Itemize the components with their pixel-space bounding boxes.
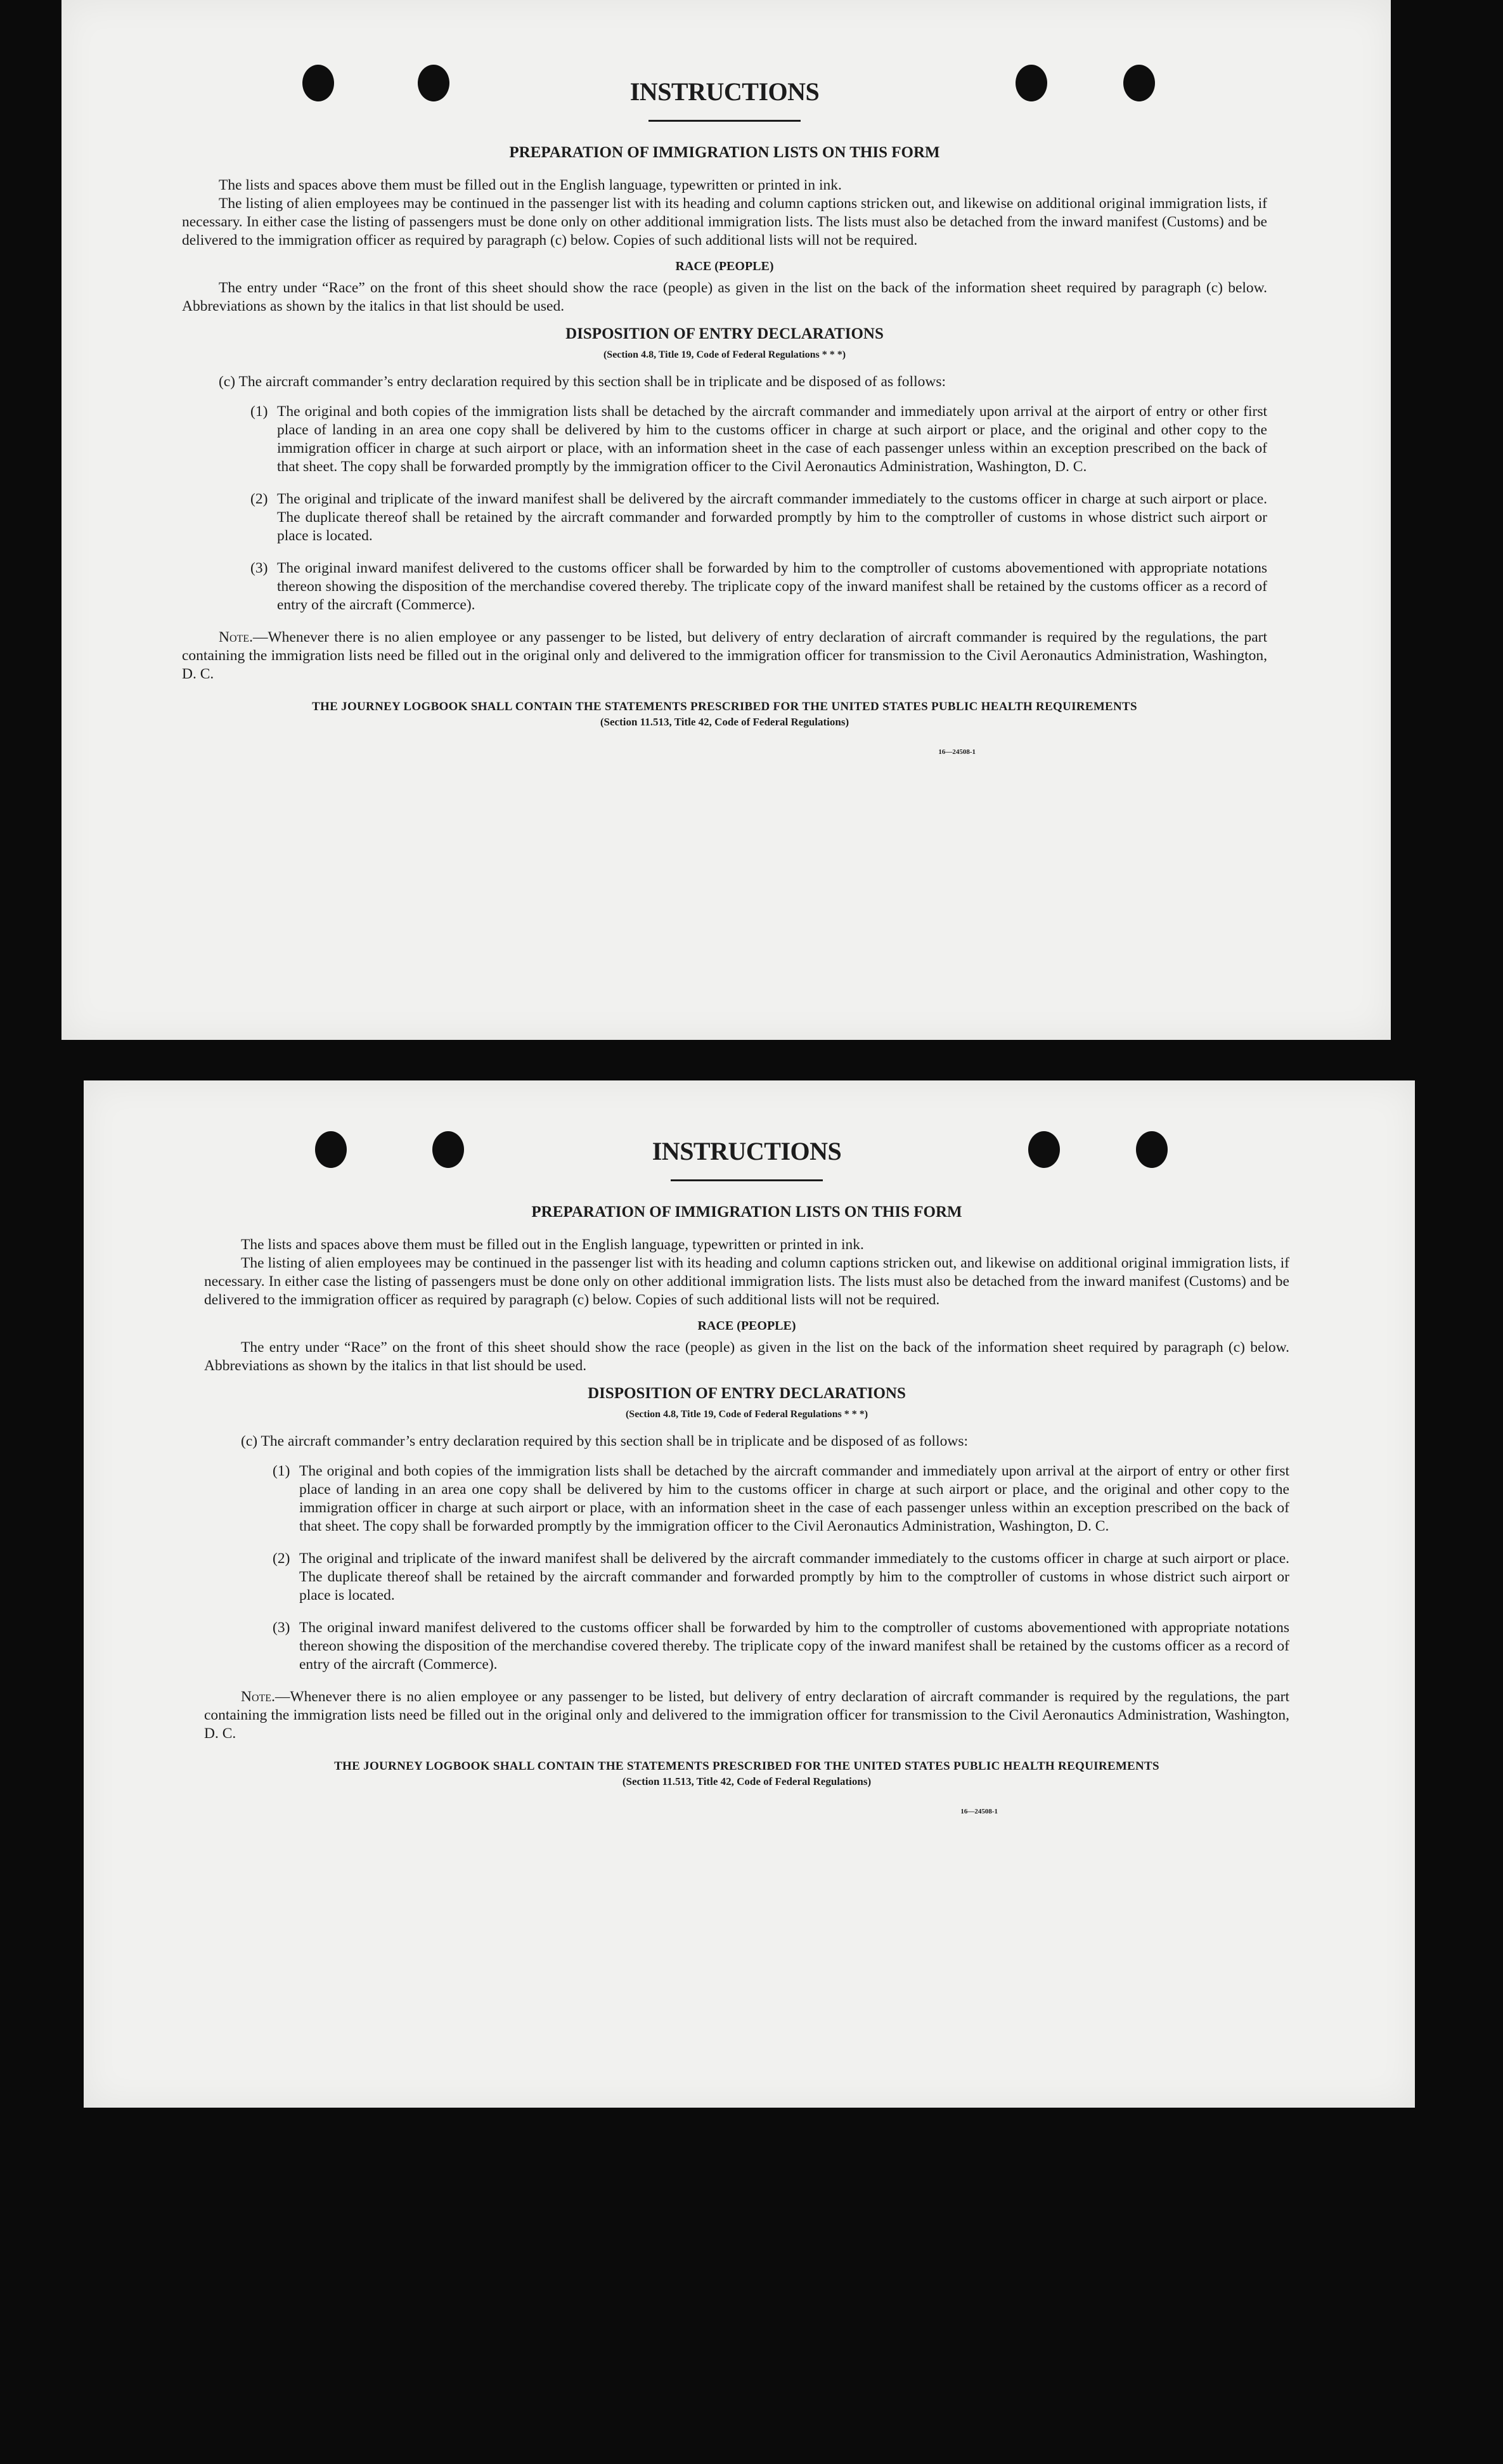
footer-citation: (Section 11.513, Title 42, Code of Federal Regulations) xyxy=(600,716,849,728)
item-number: (3) xyxy=(250,560,268,576)
footer-health-requirements: THE JOURNEY LOGBOOK SHALL CONTAIN THE STATEMENTS PRESCRIBED FOR THE UNITED STATES PUBLIC HEALTH REQUIREMENTS xyxy=(312,700,1137,713)
footer-health-requirements: THE JOURNEY LOGBOOK SHALL CONTAIN THE STATEMENTS PRESCRIBED FOR THE UNITED STATES PUBLIC HEALTH REQUIREMENTS xyxy=(334,1760,1159,1773)
item-number: (2) xyxy=(273,1550,290,1567)
heading-preparation: PREPARATION OF IMMIGRATION LISTS ON THIS FORM xyxy=(531,1203,962,1221)
form-code: 16—24508-1 xyxy=(938,748,976,756)
paragraph-c: (c) The aircraft commander’s entry declaration required by this section shall be in triplicate and be disposed of as follows: xyxy=(219,373,946,390)
heading-race: RACE (PEOPLE) xyxy=(675,259,774,273)
item-text: The original inward manifest delivered to the customs officer shall be forwarded by him to the comptroller of customs abovementioned with appropriate notations thereon showing the disposition of the merchandise covered thereby. The triplicate copy of the inward manifest shall be retained by the customs officer as a record of entry of the aircraft (Commerce). xyxy=(277,560,1267,613)
note-paragraph xyxy=(182,628,1267,684)
note-text: —Whenever there is no alien employee or any passenger to be listed, but delivery of entry declaration of aircraft commander is required by the regulations, the part containing the immigration lists need be filled out in the original only and delivered to the immigration officer for transmission to the Civil Aeronautics Administration, Washington, D. C. xyxy=(182,629,1267,682)
paragraph-lists: The lists and spaces above them must be filled out in the English language, typewritten or printed in ink. xyxy=(219,177,842,193)
page-title: INSTRUCTIONS xyxy=(652,1137,842,1165)
item-text: The original and both copies of the immigration lists shall be detached by the aircraft commander and immediately upon arrival at the airport of entry or other first place of landing in an area one copy shall be delivered by him to the customs officer in charge at such airport or place, and the original and other copy to the immigration officer in charge at such airport or place, with an information sheet in the case of each passenger unless within an exception prescribed on the back of that sheet. The copy shall be forwarded promptly by the immigration officer to the Civil Aeronautics Administration, Washington, D. C. xyxy=(299,1463,1289,1534)
form-code: 16—24508-1 xyxy=(960,1808,998,1815)
item-text: The original and both copies of the immigration lists shall be detached by the aircraft commander and immediately upon arrival at the airport of entry or other first place of landing in an area one copy shall be delivered by him to the customs officer in charge at such airport or place, and the original and other copy to the immigration officer in charge at such airport or place, with an information sheet in the case of each passenger unless within an exception prescribed on the back of that sheet. The copy shall be forwarded promptly by the immigration officer to the Civil Aeronautics Administration, Washington, D. C. xyxy=(277,403,1267,475)
heading-disposition: DISPOSITION OF ENTRY DECLARATIONS xyxy=(588,1385,906,1402)
heading-race: RACE (PEOPLE) xyxy=(697,1319,796,1333)
paragraph-race: The entry under “Race” on the front of this sheet should show the race (people) as given in the list on the back of the information sheet required by paragraph (c) below. Abbreviations as shown by the italics in that list should be used. xyxy=(204,1339,1289,1374)
note-label: Note. xyxy=(241,1689,275,1705)
list-item xyxy=(273,1462,1289,1536)
item-number: (3) xyxy=(273,1619,290,1636)
paragraph-race: The entry under “Race” on the front of this sheet should show the race (people) as given in the list on the back of the information sheet required by paragraph (c) below. Abbreviations as shown by the italics in that list should be used. xyxy=(182,280,1267,314)
citation-disposition: (Section 4.8, Title 19, Code of Federal Regulations * * *) xyxy=(603,349,846,360)
item-number: (2) xyxy=(250,491,268,507)
citation-disposition: (Section 4.8, Title 19, Code of Federal Regulations * * *) xyxy=(625,1409,868,1420)
item-text: The original and triplicate of the inward manifest shall be delivered by the aircraft commander immediately to the customs officer in charge at such airport or place. The duplicate thereof shall be retained by the aircraft commander and forwarded promptly by him to the comptroller of customs in whose district such airport or place is located. xyxy=(277,491,1267,544)
note-label: Note. xyxy=(219,629,253,645)
list-item xyxy=(250,559,1267,614)
note-text: —Whenever there is no alien employee or any passenger to be listed, but delivery of entry declaration of aircraft commander is required by the regulations, the part containing the immigration lists need be filled out in the original only and delivered to the immigration officer for transmission to the Civil Aeronautics Administration, Washington, D. C. xyxy=(204,1689,1289,1742)
heading-disposition: DISPOSITION OF ENTRY DECLARATIONS xyxy=(565,325,884,342)
instruction-sheet-top xyxy=(61,0,1391,1040)
paragraph-alien-employees: The listing of alien employees may be continued in the passenger list with its heading and column captions stricken out, and likewise on additional original immigration lists, if necessary. In either case the listing of passengers must be done only on other additional immigration lists. The lists must also be detached from the inward manifest (Customs) and be delivered to the immigration officer as required by paragraph (c) below. Copies of such additional lists will not be required. xyxy=(204,1255,1289,1308)
list-item xyxy=(250,490,1267,545)
list-item xyxy=(273,1550,1289,1605)
page-title: INSTRUCTIONS xyxy=(629,77,820,106)
item-number: (1) xyxy=(273,1463,290,1479)
sheet-content xyxy=(182,73,1267,756)
title-rule xyxy=(648,120,801,122)
paragraph-lists: The lists and spaces above them must be filled out in the English language, typewritten or printed in ink. xyxy=(241,1236,864,1253)
item-number: (1) xyxy=(250,403,268,420)
note-paragraph xyxy=(204,1688,1289,1743)
heading-preparation: PREPARATION OF IMMIGRATION LISTS ON THIS FORM xyxy=(509,144,940,161)
footer-citation: (Section 11.513, Title 42, Code of Federal Regulations) xyxy=(622,1775,872,1787)
list-item xyxy=(273,1619,1289,1674)
instruction-sheet-bottom xyxy=(84,1080,1415,2108)
paragraph-c: (c) The aircraft commander’s entry declaration required by this section shall be in triplicate and be disposed of as follows: xyxy=(241,1433,968,1449)
sheet-content xyxy=(204,1132,1289,1815)
item-text: The original and triplicate of the inward manifest shall be delivered by the aircraft commander immediately to the customs officer in charge at such airport or place. The duplicate thereof shall be retained by the aircraft commander and forwarded promptly by him to the comptroller of customs in whose district such airport or place is located. xyxy=(299,1550,1289,1604)
list-item xyxy=(250,403,1267,476)
title-rule xyxy=(671,1179,823,1181)
item-text: The original inward manifest delivered to the customs officer shall be forwarded by him to the comptroller of customs abovementioned with appropriate notations thereon showing the disposition of the merchandise covered thereby. The triplicate copy of the inward manifest shall be retained by the customs officer as a record of entry of the aircraft (Commerce). xyxy=(299,1619,1289,1673)
paragraph-alien-employees: The listing of alien employees may be continued in the passenger list with its heading and column captions stricken out, and likewise on additional original immigration lists, if necessary. In either case the listing of passengers must be done only on other additional immigration lists. The lists must also be detached from the inward manifest (Customs) and be delivered to the immigration officer as required by paragraph (c) below. Copies of such additional lists will not be required. xyxy=(182,195,1267,249)
